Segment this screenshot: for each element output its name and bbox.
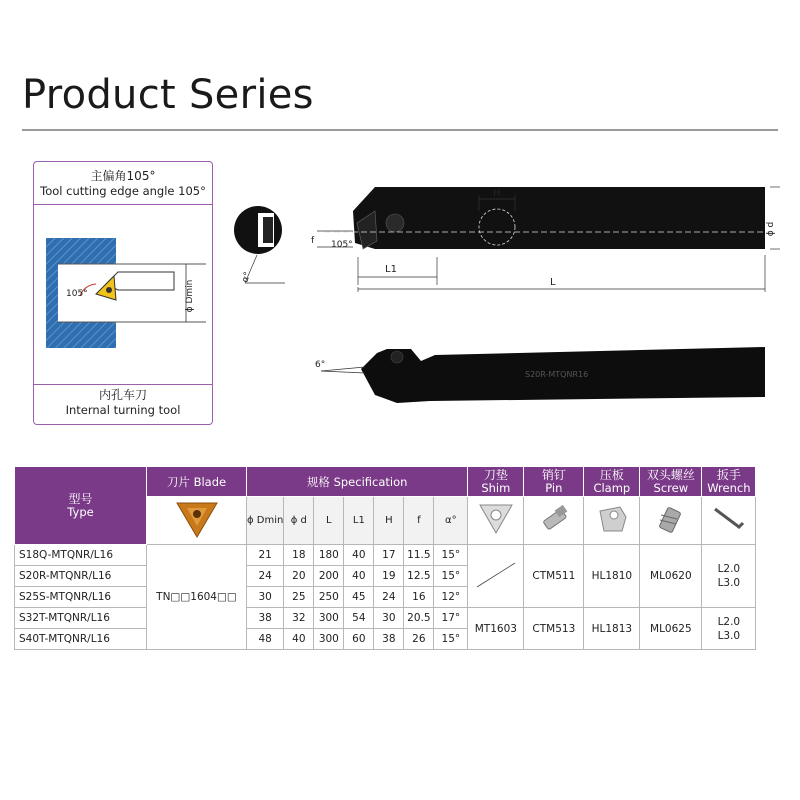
cell: 26 [404, 629, 434, 650]
cell: 38 [374, 629, 404, 650]
card-foot-cn: 内孔车刀 [98, 388, 147, 402]
pin-group1: CTM511 [524, 545, 584, 608]
shim-image-cell [468, 497, 524, 545]
cell: 40 [344, 566, 374, 587]
card-title-en: Tool cutting edge angle 105° [40, 184, 206, 198]
card-header [34, 162, 212, 204]
cell: 15° [434, 566, 468, 587]
cell: 17 [374, 545, 404, 566]
cell: 25 [284, 587, 314, 608]
f-label: f [311, 236, 315, 246]
spec-table [14, 466, 756, 650]
card-divider-top [34, 204, 212, 205]
cell: 24 [247, 566, 284, 587]
angle-105-label: 105° [331, 240, 353, 250]
col-blade: 刀片 Blade [147, 467, 247, 497]
tool-bar [106, 272, 174, 290]
col-spec: 规格 Specification [247, 467, 468, 497]
cell: 21 [247, 545, 284, 566]
blade-insert-icon [173, 499, 221, 539]
wrench-icon [709, 501, 749, 537]
clamp-group1: HL1810 [584, 545, 640, 608]
cell: 15° [434, 545, 468, 566]
clamp-icon [592, 501, 632, 537]
bore-diagram [46, 238, 206, 348]
col-type: 型号 Type [15, 467, 147, 545]
wrench-group2: L2.0 L3.0 [702, 608, 756, 650]
screw-group2: ML0625 [640, 608, 702, 650]
blade-image-cell [147, 497, 247, 545]
blade-value: TN□□1604□□ [147, 545, 247, 650]
cell: 45 [344, 587, 374, 608]
cell: 300 [314, 608, 344, 629]
cell: 15° [434, 629, 468, 650]
cell: 40 [284, 629, 314, 650]
screw-group1: ML0620 [640, 545, 702, 608]
col-clamp: 压板 Clamp [584, 467, 640, 497]
cell: 17° [434, 608, 468, 629]
page-title: Product Series [22, 72, 314, 118]
cell: 300 [314, 629, 344, 650]
clamp-image-cell [584, 497, 640, 545]
clamp-group2: HL1813 [584, 608, 640, 650]
cell: 16 [404, 587, 434, 608]
tool-drawing [225, 165, 785, 415]
alpha-label: α° [240, 270, 254, 285]
title-divider [22, 129, 778, 131]
row-type: S20R-MTQNR/L16 [15, 566, 147, 587]
pin-image-cell [524, 497, 584, 545]
card-title-cn: 主偏角105° [90, 169, 156, 183]
insert-screw [106, 287, 112, 293]
col-wrench: 扳手 Wrench [702, 467, 756, 497]
l-label: L [550, 277, 556, 288]
shim-group1 [468, 545, 524, 608]
cell: 48 [247, 629, 284, 650]
cell: 60 [344, 629, 374, 650]
not-applicable-slash [471, 555, 521, 595]
spec-col-4: H [374, 497, 404, 545]
cell: 18 [284, 545, 314, 566]
cell: 24 [374, 587, 404, 608]
cell: 250 [314, 587, 344, 608]
cell: 12.5 [404, 566, 434, 587]
row-type: S25S-MTQNR/L16 [15, 587, 147, 608]
shim-icon [476, 501, 516, 537]
angle-label: 105° [66, 289, 88, 299]
col-shim: 刀垫 Shim [468, 467, 524, 497]
wrench-image-cell [702, 497, 756, 545]
row-type: S40T-MTQNR/L16 [15, 629, 147, 650]
cell: 32 [284, 608, 314, 629]
cell: 20.5 [404, 608, 434, 629]
row-type: S32T-MTQNR/L16 [15, 608, 147, 629]
cell: 200 [314, 566, 344, 587]
head-screw [386, 214, 404, 232]
tool-photo-screw [391, 351, 403, 363]
spec-col-3: L1 [344, 497, 374, 545]
card-footer [34, 384, 212, 424]
l1-label: L1 [385, 264, 397, 275]
col-pin: 销钉 Pin [524, 467, 584, 497]
cell: 40 [344, 545, 374, 566]
end-view-clamp [263, 217, 273, 243]
spec-col-2: L [314, 497, 344, 545]
spec-col-1: ϕ d [284, 497, 314, 545]
angle-6-label: 6° [315, 360, 326, 370]
bar-side-view [353, 187, 765, 249]
pin-group2: CTM513 [524, 608, 584, 650]
dmin-label: ϕ Dmin [185, 279, 195, 313]
cell: 11.5 [404, 545, 434, 566]
shim-group2: MT1603 [468, 608, 524, 650]
spec-col-5: f [404, 497, 434, 545]
cell: 20 [284, 566, 314, 587]
card-foot-en: Internal turning tool [65, 403, 181, 417]
spec-col-0: ϕ Dmin [247, 497, 284, 545]
screw-icon [651, 501, 691, 537]
col-screw: 双头螺丝 Screw [640, 467, 702, 497]
cell: 38 [247, 608, 284, 629]
cell: 180 [314, 545, 344, 566]
pin-icon [534, 501, 574, 537]
tool-marking: S20R-MTQNR16 [525, 370, 589, 379]
wrench-group1: L2.0 L3.0 [702, 545, 756, 608]
cell: 54 [344, 608, 374, 629]
screw-image-cell [640, 497, 702, 545]
h-label: H [493, 188, 501, 199]
row-type: S18Q-MTQNR/L16 [15, 545, 147, 566]
cell: 19 [374, 566, 404, 587]
cell: 12° [434, 587, 468, 608]
spec-col-6: α° [434, 497, 468, 545]
tool-angle-card [33, 161, 213, 425]
phi-d-label: ϕ d [766, 221, 776, 237]
cell: 30 [247, 587, 284, 608]
cell: 30 [374, 608, 404, 629]
